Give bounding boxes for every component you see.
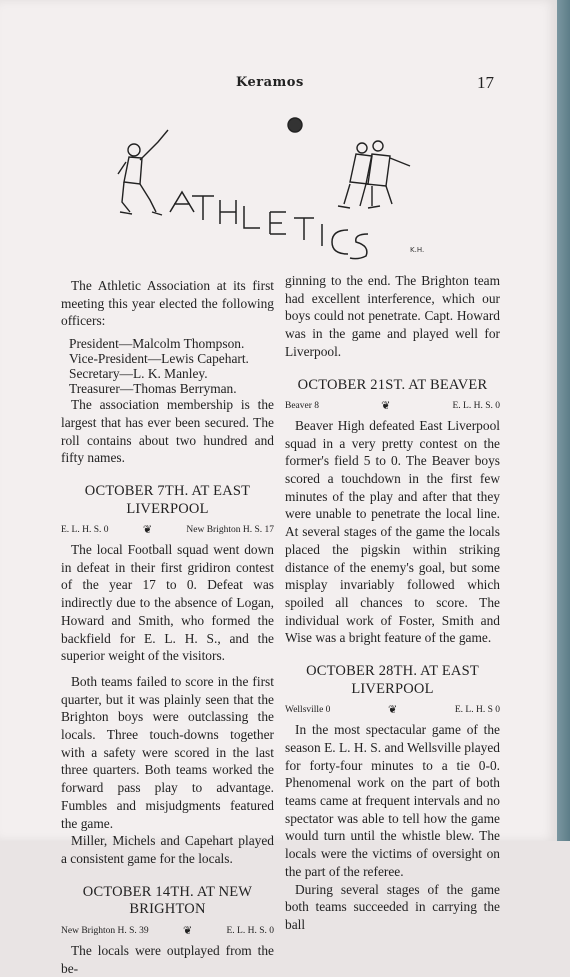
officer-secretary: Secretary—L. K. Manley. [69, 366, 208, 382]
score-right: E. L. H. S. 0 [452, 401, 500, 412]
officer-treasurer: Treasurer—Thomas Berryman. [69, 381, 237, 397]
article-paragraph: The local Football squad went down in defeat in their first gridiron contest of the year 17 to 0. Defeat was indirectly due to the absence of Logan, Howard and Smith, who formed the backfield for E. L. H. S., and the superior weight of the visitors. [61, 542, 274, 664]
section-heading: OCTOBER 14TH. AT NEW BRIGHTON [82, 883, 253, 918]
intro-paragraph: The Athletic Association at its first meeting this year elected the following officers: [61, 278, 274, 329]
officers-list [69, 336, 274, 396]
running-header: Keramos [236, 75, 304, 90]
section-heading: OCTOBER 21ST. AT BEAVER [297, 376, 488, 393]
left-column [61, 277, 274, 977]
officer-president: President—Malcolm Thompson. [69, 336, 245, 352]
score-line [61, 522, 274, 540]
officer-vice-president: Vice-President—Lewis Capehart. [69, 351, 249, 367]
page-number: 17 [477, 73, 494, 92]
ornament-icon: ❦ [381, 400, 391, 413]
section-heading: OCTOBER 28TH. AT EAST LIVERPOOL [306, 663, 479, 697]
page-binding-edge [557, 0, 570, 841]
score-line [61, 923, 274, 941]
score-right: E. L. H. S 0 [454, 705, 500, 716]
article-paragraph: The locals were outplayed from the be- [61, 942, 274, 976]
section-heading: OCTOBER 7TH. AT EAST LIVERPOOL [84, 482, 251, 517]
score-left: New Brighton H. S. 39 [61, 926, 149, 937]
article-paragraph: Miller, Michels and Capehart played a consistent game for the locals. [61, 833, 274, 866]
ornament-icon: ❦ [142, 524, 153, 537]
artist-signature: K.H. [410, 246, 425, 254]
score-line [285, 398, 500, 416]
article-paragraph: ginning to the end. The Brighton team had excellent interference, which our boys could not penetrate. Capt. Howard was in the game and played well for Liverpool. [285, 273, 500, 359]
athletics-illustration [110, 112, 440, 262]
ornament-icon: ❦ [182, 925, 193, 938]
membership-paragraph: The association membership is the largest that has ever been secured. The roll contains about two hundred and fifty names. [61, 397, 274, 466]
article-paragraph: Both teams failed to score in the first quarter, but it was plainly seen that the Brighton boys were outclassing the locals. Three touch-downs together with a safety were scored in the last three quarters. Both teams worked the forward pass play to advantage. Fumbles and misjudgments featured the game. [61, 673, 274, 831]
score-left: Beaver 8 [285, 401, 320, 412]
score-right: E. L. H. S. 0 [226, 926, 274, 937]
score-left: Wellsville 0 [285, 705, 331, 716]
article-paragraph: Beaver High defeated East Liverpool squad in a very pretty contest on the former's field 5 to 0. The Beaver boys scored a touchdown in the first few minutes of the play and after that they were unable to penetrate the local line. At several stages of the game the locals placed the pigskin within striking distance of the enemy's goal, but some misplay invariably followed which spoiled all chances to score. The individual work of Foster, Smith and Wise was a bright feature of the game. [285, 417, 500, 646]
article-paragraph: In the most spectacular game of the season E. L. H. S. and Wellsville played for forty-four minutes to a tie 0-0. Phenomenal work on the part of both teams came at frequent intervals and no spectator was able to tell how the game would turn until the whistle blew. The locals were the victims of oversight on the part of the referee. [285, 722, 500, 879]
ornament-icon: ❦ [388, 704, 398, 717]
score-line [285, 702, 500, 720]
article-paragraph: During several stages of the game both teams succeeded in carrying the ball [285, 881, 500, 932]
right-column [285, 272, 500, 934]
score-left: E. L. H. S. 0 [61, 525, 109, 536]
score-right: New Brighton H. S. 17 [186, 525, 274, 536]
